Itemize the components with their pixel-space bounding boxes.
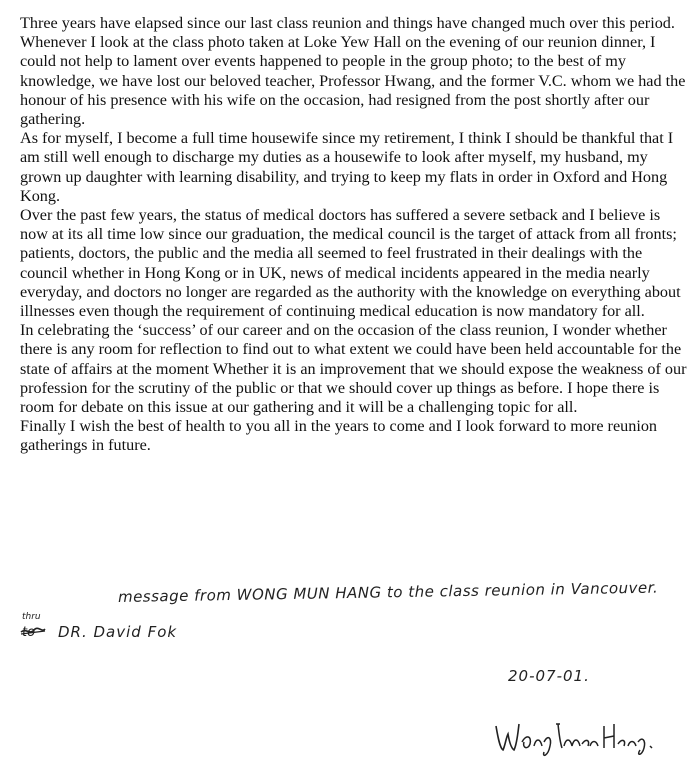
struck-out-word (20, 624, 46, 638)
signature-stroke-ong (522, 737, 551, 755)
paragraph-myself: As for myself, I become a full time housewife since my retirement, I think I should be thankful that I am still well enough to discharge my duties as a housewife to look after myself, my husband, my grown up daughter with learning disability, and trying to keep my flats in order in Oxford and Hong Kong. (20, 129, 674, 205)
handwritten-date: 20-07-01. (508, 667, 590, 685)
handwritten-message-line: message from WONG MUN HANG to the class reunion in Vancouver. (117, 578, 659, 606)
paragraph-reflection: In celebrating the ‘success’ of our career and on the occasion of the class reunion, I wonder whether there is any room for reflection to find out to what extent we could have been held accountable for the state of affairs at the moment Whether it is an improvement that we should expose the weakness of our profession for the scrutiny of the public or that we should cover up things as before. I hope there is room for debate on this issue at our gathering and it will be a challenging topic for all. (20, 321, 687, 417)
struck-word-text: to (22, 625, 36, 638)
signature-stroke-w (496, 724, 519, 750)
paragraph-medical-status: Over the past few years, the status of medical doctors has suffered a severe setback and I believe is now at its all time low since our graduation, the medical council is the target of attack from all fronts; patients, doctors, the public and the media all seemed to feel frustrated in their dealings with the council whether in Hong Kong or in UK, news of medical incidents appeared in the media nearly everyday, and doctors no longer are regarded as the authority with the knowledge on everything about illnesses even though the requirement of continuing medical education is now mandatory for all. (20, 206, 681, 321)
letter-body (20, 14, 688, 456)
signature (490, 716, 660, 758)
signature-stroke-hang (604, 724, 652, 754)
handwritten-via-line: DR. David Fok (58, 623, 178, 641)
paragraph-closing: Finally I wish the best of health to you all in the years to come and I look forward to more reunion gatherings in future. (20, 417, 658, 455)
handwritten-thru: thru (22, 612, 41, 622)
signature-stroke-mun (556, 724, 598, 748)
paragraph-intro: Three years have elapsed since our last class reunion and things have changed much over this period. Whenever I look at the class photo taken at Loke Yew Hall on the evening of our reunion dinner, I could not help to lament over events happened to people in the group photo; to the best of my knowledge, we have lost our beloved teacher, Professor Hwang, and the former V.C. whom we had the honour of his presence with his wife on the occasion, had resigned from the post shortly after our gathering. (20, 14, 686, 129)
